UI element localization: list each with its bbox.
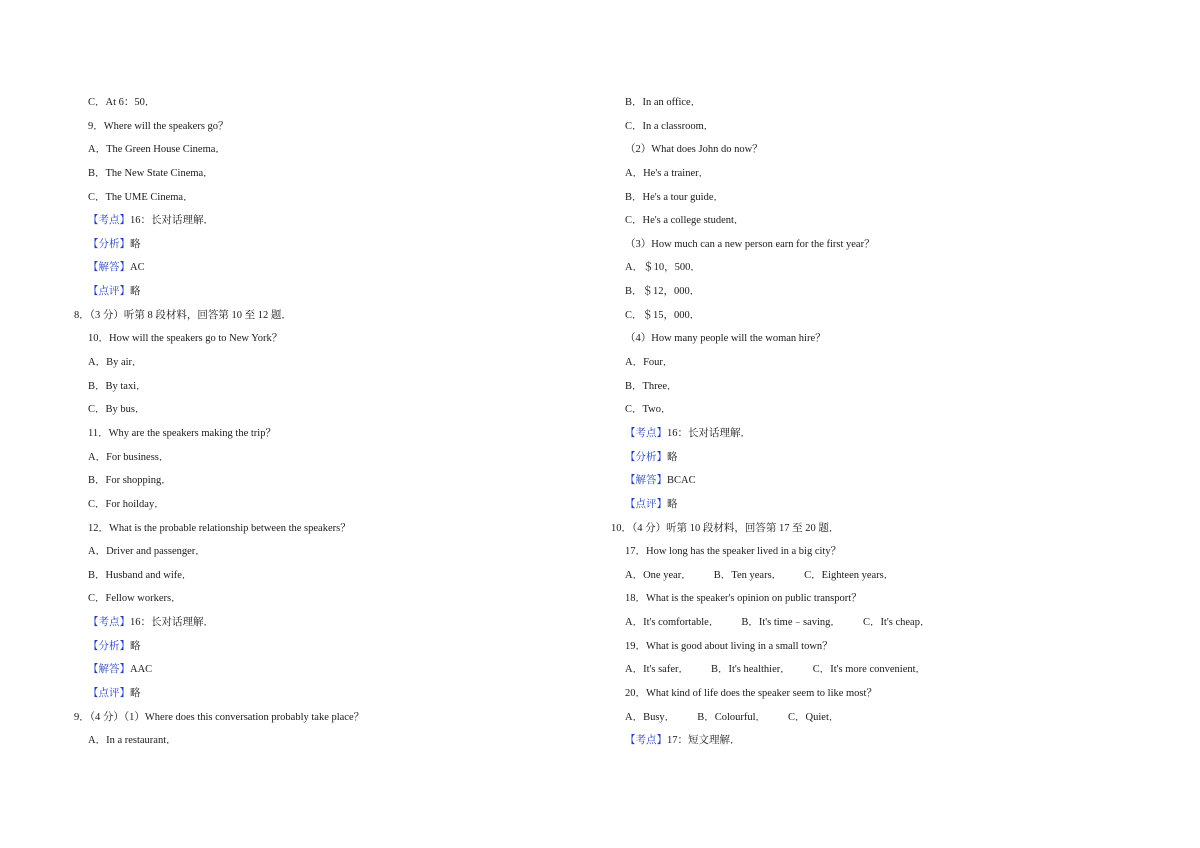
note-tag-label: 【点评】	[88, 286, 130, 298]
text-line: 10．（4 分）听第 10 段材料，回答第 17 至 20 题．	[611, 522, 840, 534]
text-line: 11．Why are the speakers making the trip？	[88, 427, 276, 439]
text-line: A．In a restaurant．	[88, 735, 177, 747]
text-line: A．Driver and passenger．	[88, 546, 206, 558]
inline-options-line	[611, 568, 1131, 592]
text-line: A．He's a trainer．	[625, 167, 710, 179]
answer-note-line	[611, 497, 1131, 521]
text-line: 12．What is the probable relationship between the speakers？	[88, 522, 351, 534]
answer-option: A．It's comfortable．	[625, 617, 720, 629]
note-tag-label: 【分析】	[88, 640, 130, 652]
text-line: C．＄15，000．	[625, 309, 701, 321]
answer-option: B．Colourful．	[697, 711, 767, 723]
answer-note-line	[74, 615, 594, 639]
text-line: 20．What kind of life does the speaker seem to like most？	[625, 688, 877, 700]
note-text: 略	[130, 238, 141, 250]
answer-option: A．It's safer．	[625, 664, 689, 676]
text-line: B．Husband and wife．	[88, 569, 193, 581]
note-text: 略	[130, 688, 141, 700]
answer-note-line	[74, 260, 594, 284]
text-line: 18．What is the speaker's opinion on public transport？	[625, 593, 862, 605]
note-text: AC	[130, 262, 145, 274]
answer-option: C．It's more convenient．	[812, 664, 927, 676]
text-line: A．＄10，500．	[625, 262, 701, 274]
inline-options-line	[611, 710, 1131, 734]
note-text: 略	[667, 498, 678, 510]
left-column	[74, 95, 594, 757]
answer-note-line	[611, 450, 1131, 474]
text-line: B．The New State Cinema．	[88, 167, 214, 179]
note-tag-label: 【考点】	[88, 617, 130, 629]
answer-note-line	[74, 662, 594, 686]
note-tag-label: 【解答】	[625, 475, 667, 487]
text-line: B．For shopping．	[88, 475, 172, 487]
text-line: （2）What does John do now？	[625, 144, 763, 156]
text-line: C．At 6：50．	[88, 97, 156, 108]
text-line: B．Three．	[625, 380, 678, 392]
answer-option: A．Busy．	[625, 711, 676, 723]
note-text: 16：长对话理解．	[130, 617, 214, 629]
text-line: 17．How long has the speaker lived in a big city？	[625, 546, 842, 558]
text-line: C．By bus．	[88, 404, 146, 416]
text-line: C．The UME Cinema．	[88, 191, 194, 203]
answer-note-line	[611, 733, 1131, 757]
text-line: A．By air．	[88, 357, 143, 369]
answer-note-line	[74, 213, 594, 237]
note-tag-label: 【解答】	[88, 262, 130, 274]
answer-option: C．It's cheap．	[862, 617, 931, 629]
text-line: C．He's a college student．	[625, 215, 745, 227]
text-line: B．＄12，000．	[625, 286, 701, 298]
note-tag-label: 【考点】	[625, 427, 667, 439]
note-text: 17：短文理解．	[667, 735, 741, 747]
text-line: A．For business．	[88, 451, 170, 463]
answer-option: B．Ten years．	[713, 569, 783, 581]
note-text: BCAC	[667, 475, 696, 487]
text-line: C．Fellow workers．	[88, 593, 182, 605]
answer-option: B．It's time﹣saving．	[741, 617, 841, 629]
note-tag-label: 【解答】	[88, 664, 130, 676]
right-column	[611, 95, 1131, 757]
text-line: B．By taxi．	[88, 380, 147, 392]
answer-note-line	[611, 473, 1131, 497]
text-line: （3）How much can a new person earn for the first year？	[625, 238, 875, 250]
answer-option: A．One year．	[625, 569, 692, 581]
note-tag-label: 【考点】	[625, 735, 667, 747]
answer-option: C．Eighteen years．	[804, 569, 895, 581]
answer-note-line	[611, 426, 1131, 450]
note-text: 略	[130, 640, 141, 652]
text-line: C．In a classroom．	[625, 120, 715, 132]
answer-option: C．Quiet．	[788, 711, 840, 723]
note-tag-label: 【点评】	[625, 498, 667, 510]
note-text: 16：长对话理解．	[667, 427, 751, 439]
text-line: 8．（3 分）听第 8 段材料，回答第 10 至 12 题．	[74, 309, 292, 321]
text-line: C．For hoilday．	[88, 498, 165, 510]
note-tag-label: 【分析】	[625, 451, 667, 463]
text-line: 19．What is good about living in a small town？	[625, 640, 833, 652]
answer-note-line	[74, 686, 594, 710]
answer-note-line	[74, 284, 594, 308]
note-text: 略	[130, 286, 141, 298]
note-text: 16：长对话理解．	[130, 215, 214, 227]
answer-note-line	[74, 639, 594, 663]
text-line: （4）How many people will the woman hire？	[625, 333, 826, 345]
note-text: AAC	[130, 664, 153, 676]
text-line: A．The Green House Cinema．	[88, 144, 226, 156]
text-line: 10．How will the speakers go to New York？	[88, 333, 283, 345]
text-line: 9．Where will the speakers go？	[88, 120, 229, 132]
text-line: 9．（4 分）（1）Where does this conversation probably take place？	[74, 711, 365, 723]
note-text: 略	[667, 451, 678, 463]
text-line: B．He's a tour guide．	[625, 191, 725, 203]
inline-options-line	[611, 662, 1131, 686]
text-line: C．Two．	[625, 404, 672, 416]
answer-note-line	[74, 237, 594, 261]
text-line: B．In an office．	[625, 97, 702, 108]
note-tag-label: 【点评】	[88, 688, 130, 700]
inline-options-line	[611, 615, 1131, 639]
text-line: A．Four．	[625, 357, 674, 369]
note-tag-label: 【分析】	[88, 238, 130, 250]
answer-option: B．It's healthier．	[711, 664, 791, 676]
note-tag-label: 【考点】	[88, 215, 130, 227]
